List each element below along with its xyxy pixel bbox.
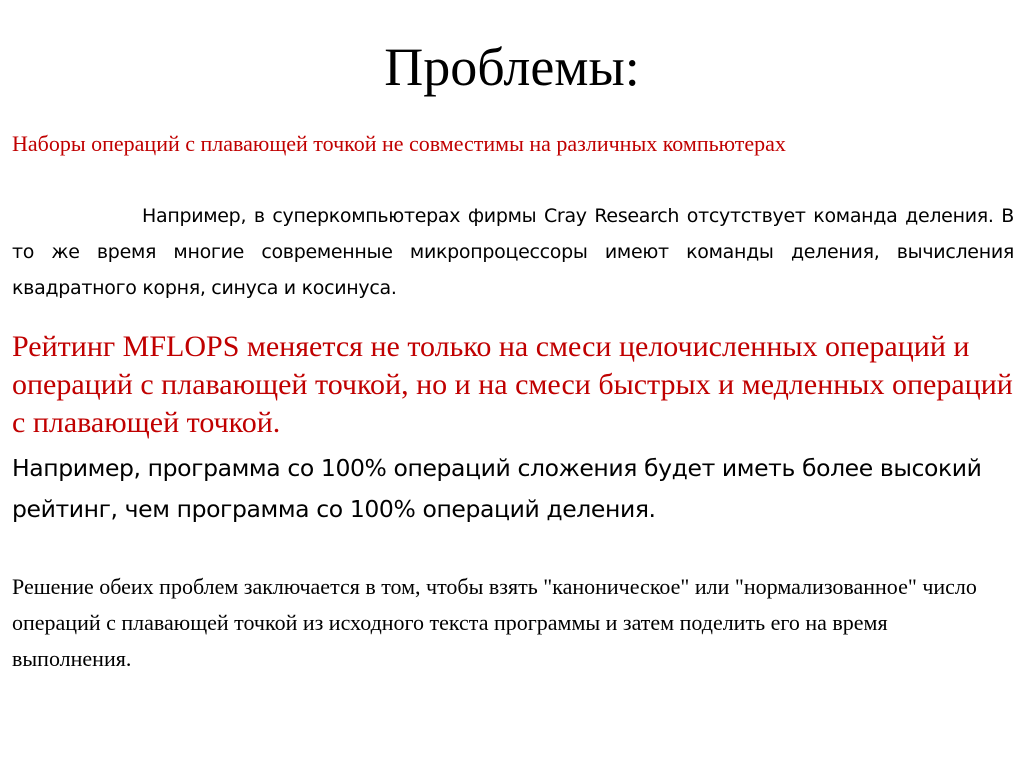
solution-paragraph: Решение обеих проблем заключается в том, чтобы взять "каноническое" или "нормализованное" число операций с плавающей точкой из исходного текста программы и затем поделить его на время выполнения. [12,574,977,671]
example-paragraph-1: Например, в суперкомпьютерах фирмы Cray Research отсутствует команда деления. В то же время многие современные микропроцессоры имеют команды деления, вычисления квадратного корня, синуса и косинуса. [12,205,1014,299]
problem-statement-1: Наборы операций с плавающей точкой не совместимы на различных компьютерах [12,131,786,156]
problem-statement-2: Рейтинг MFLOPS меняется не только на смеси целочисленных операций и операций с плавающей точкой, но и на смеси быстрых и медленных операций с плавающей точкой. [12,330,1013,439]
slide-title: Проблемы: [384,37,640,97]
example-paragraph-2: Например, программа со 100% операций сложения будет иметь более высокий рейтинг, чем программа со 100% операций деления. [12,454,982,523]
